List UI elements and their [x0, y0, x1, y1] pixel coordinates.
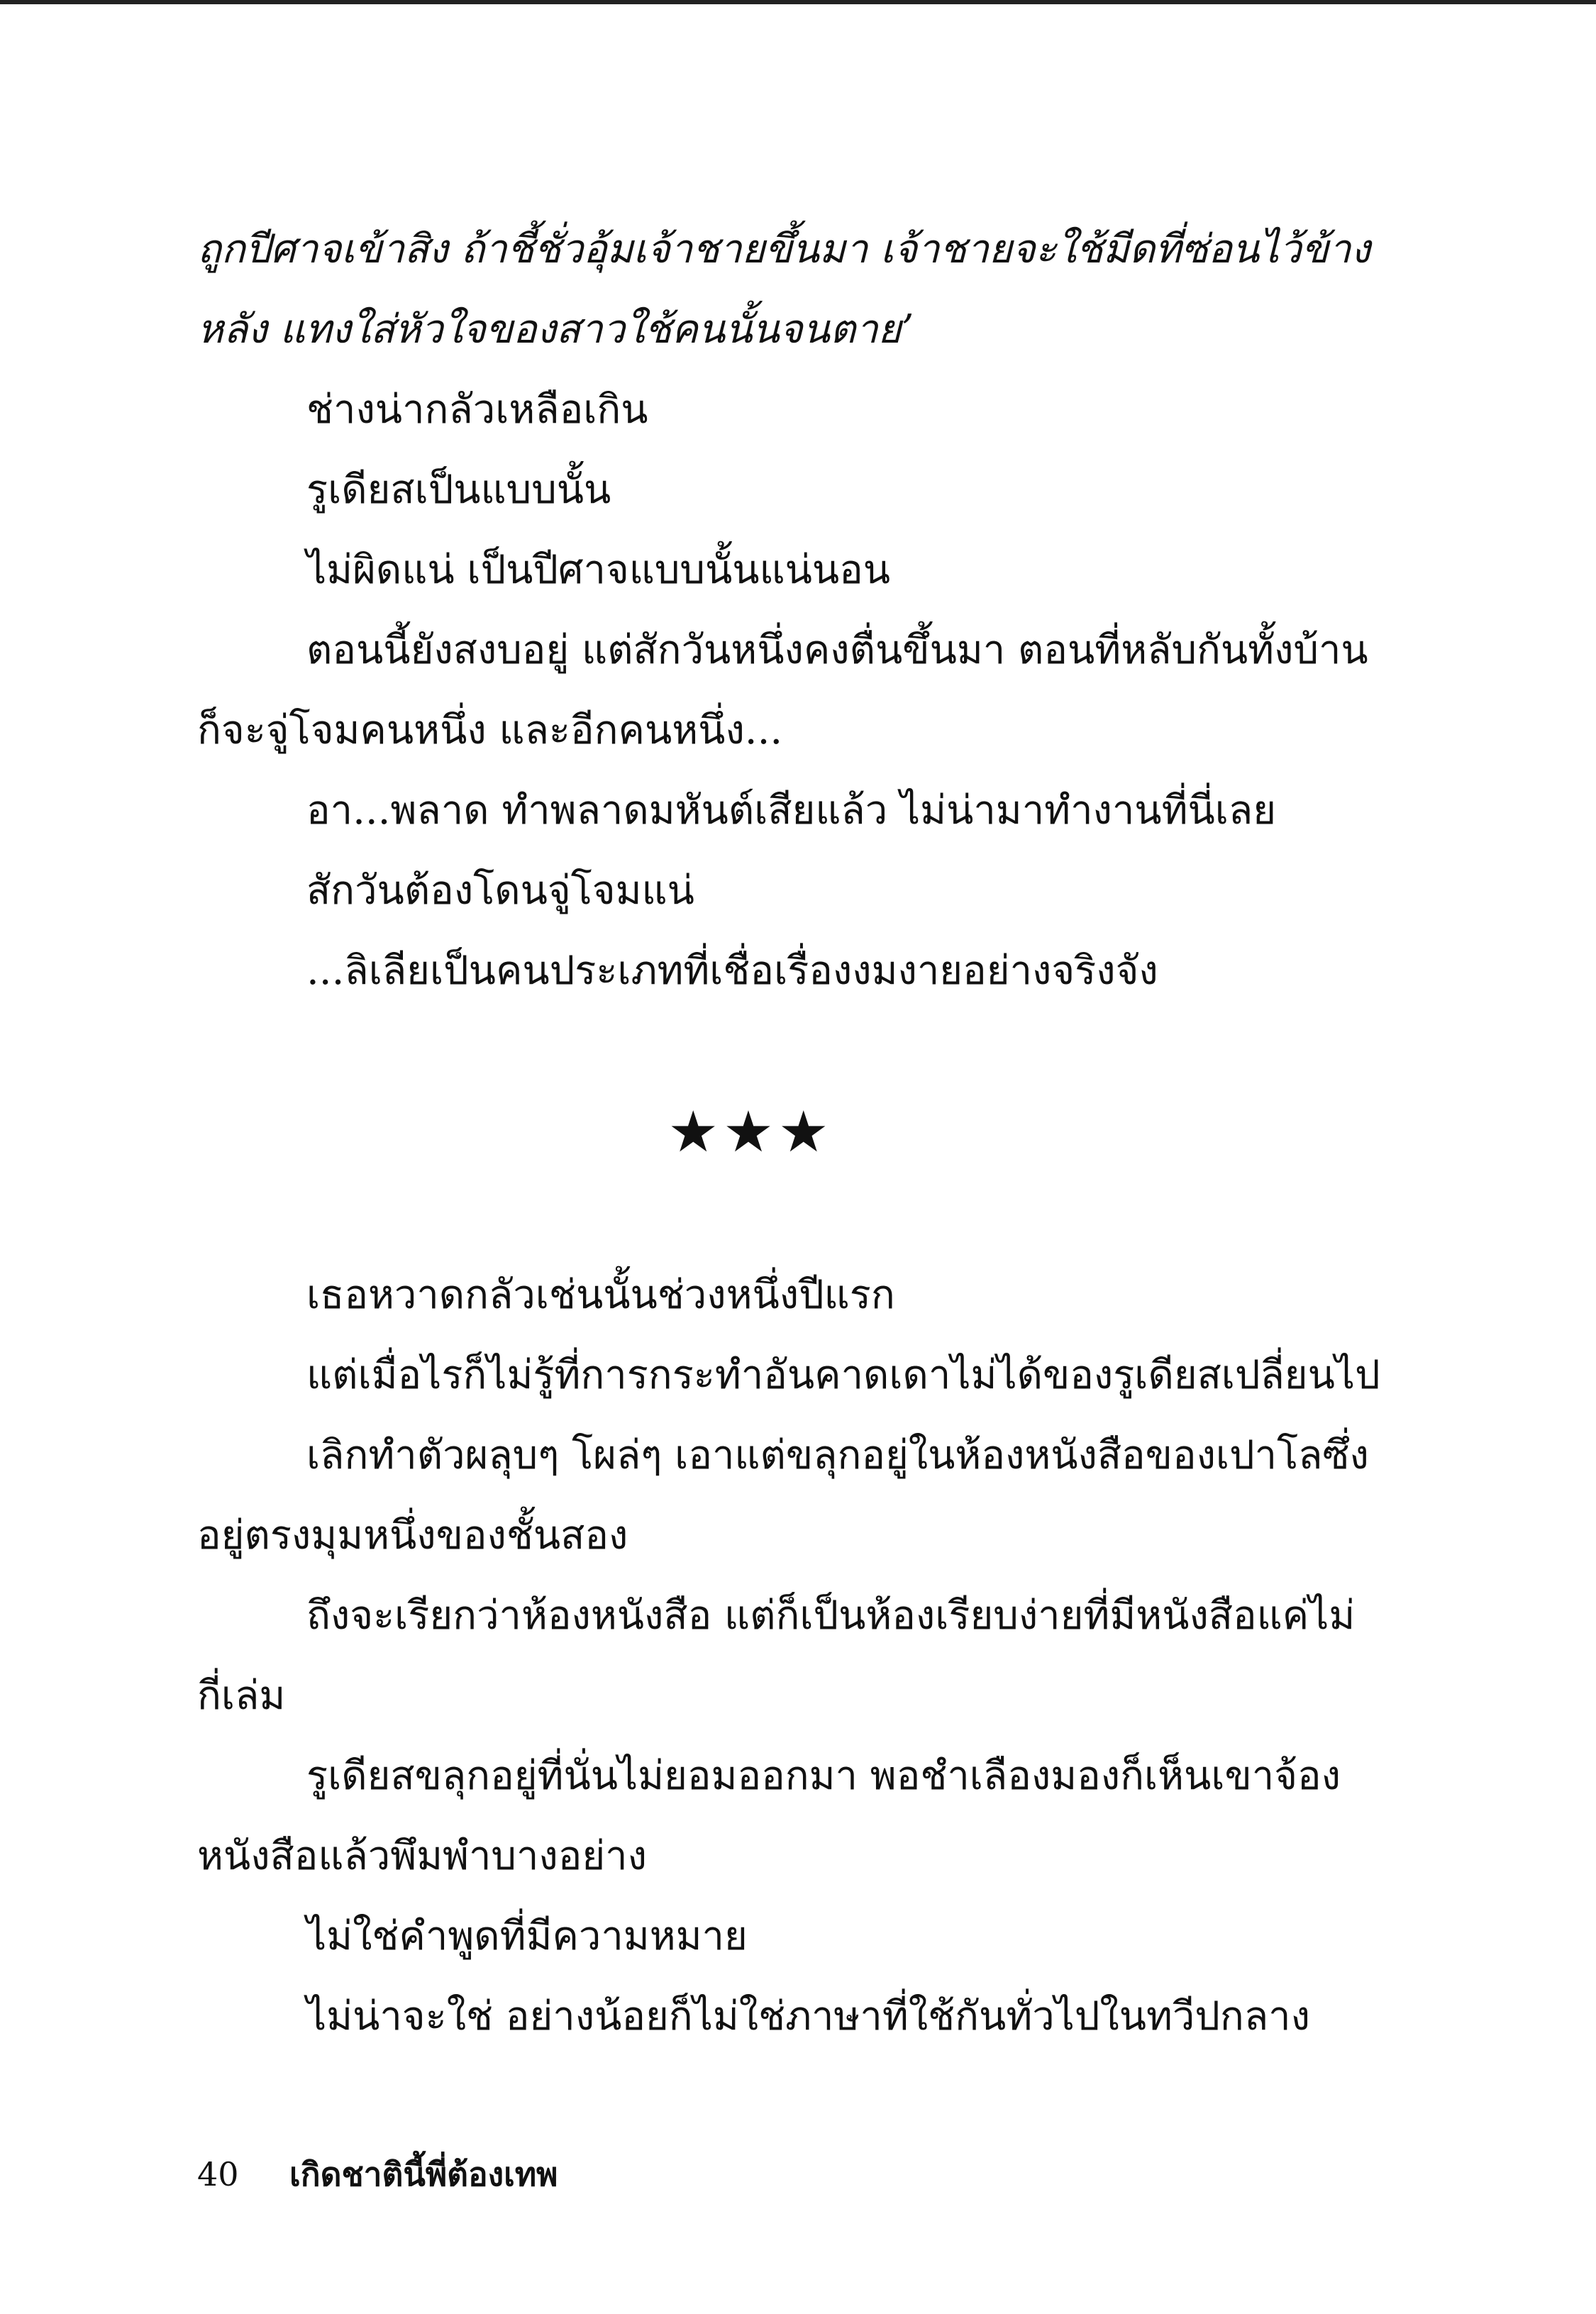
paragraph-line: รูเดียสเป็นแบบนั้น [306, 467, 611, 513]
paragraph-line: รูเดียสขลุกอยู่ที่นั่นไม่ยอมออกมา พอชำเลืองมองก็เห็นเขาจ้อง [306, 1753, 1341, 1799]
paragraph-line: ก็จะจู่โจมคนหนึ่ง และอีกคนหนึ่ง... [197, 707, 783, 753]
paragraph-line: อา...พลาด ทำพลาดมหันต์เสียแล้ว ไม่น่ามาทำงานที่นี่เลย [306, 787, 1277, 834]
paragraph-line: ไม่ใช่คำพูดที่มีความหมาย [306, 1913, 748, 1959]
scene-break-stars: ★★★ [667, 1099, 833, 1165]
paragraph-line: ไม่ผิดแน่ เป็นปีศาจแบบนั้นแน่นอน [306, 547, 891, 593]
body-text [197, 0, 1380, 2128]
paragraph-line: สักวันต้องโดนจู่โจมแน่ [306, 868, 694, 914]
paragraph-line: หนังสือแล้วพึมพำบางอย่าง [197, 1833, 647, 1879]
paragraph-line: ไม่น่าจะใช่ อย่างน้อยก็ไม่ใช่ภาษาที่ใช้กันทั่วไปในทวีปกลาง [306, 1993, 1310, 2039]
page-footer [197, 2149, 558, 2199]
book-title: เกิดชาตินี้พี่ต้องเทพ [289, 2154, 558, 2193]
paragraph-line: เลิกทำตัวผลุบๆ โผล่ๆ เอาแต่ขลุกอยู่ในห้องหนังสือของเปาโลซึ่ง [306, 1432, 1369, 1478]
paragraph-line: เธอหวาดกลัวเช่นนั้นช่วงหนึ่งปีแรก [306, 1272, 895, 1318]
paragraph-line: ตอนนี้ยังสงบอยู่ แต่สักวันหนึ่งคงตื่นขึ้นมา ตอนที่หลับกันทั้งบ้าน [306, 627, 1368, 673]
paragraph-line: หลัง แทงใส่หัวใจของสาวใช้คนนั้นจนตาย’ [197, 306, 914, 353]
paragraph-line: ถึงจะเรียกว่าห้องหนังสือ แต่ก็เป็นห้องเรียบง่ายที่มีหนังสือแค่ไม่ [306, 1593, 1356, 1639]
paragraph-line: ถูกปีศาจเข้าสิง ถ้าชี้ชั่วอุ้มเจ้าชายขึ้นมา เจ้าชายจะใช้มีดที่ซ่อนไว้ข้าง [197, 226, 1370, 272]
paragraph-line: กี่เล่ม [197, 1673, 286, 1719]
paragraph-line: อยู่ตรงมุมหนึ่งของชั้นสอง [197, 1512, 628, 1559]
paragraph-line: แต่เมื่อไรก็ไม่รู้ที่การกระทำอันคาดเดาไม่ได้ของรูเดียสเปลี่ยนไป [306, 1352, 1380, 1398]
paragraph-line: ...ลิเลียเป็นคนประเภทที่เชื่อเรื่องงมงายอย่างจริงจัง [306, 948, 1158, 994]
paragraph-line: ช่างน่ากลัวเหลือเกิน [306, 387, 648, 433]
page-number: 40 [197, 2155, 239, 2193]
